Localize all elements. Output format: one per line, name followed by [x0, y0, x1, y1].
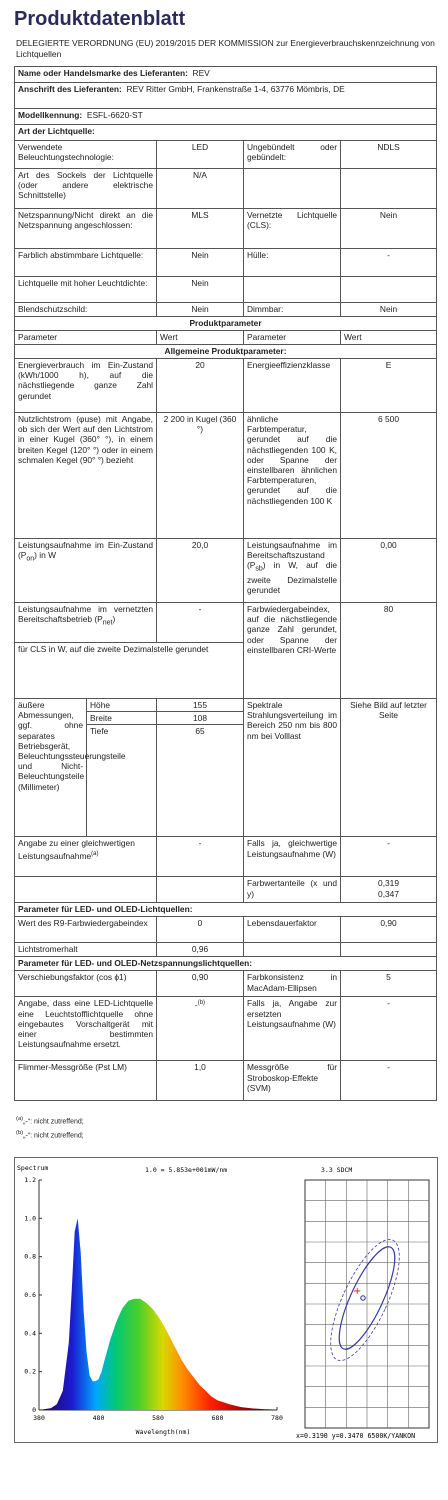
mains-value: MLS	[157, 209, 244, 249]
general-params-header: Allgemeine Produktparameter:	[15, 345, 437, 359]
svm-value: -	[341, 1061, 437, 1101]
spectrum-y-tick: 0.2	[24, 1367, 36, 1376]
spectrum-x-tick: 480	[92, 1414, 105, 1422]
high-luminance-label: Lichtquelle mit hoher Leuchtdichte:	[15, 277, 157, 303]
pon-value: 20,0	[157, 539, 244, 603]
dimensions-label: äußere Abmessungen, ggf. ohne separates Betriebsgerät, Beleuchtungssteuerungsteile und Nicht-Beleuchtungsteile (Millimeter)	[15, 699, 87, 837]
maintenance-label: Lichtstromerhalt	[15, 943, 157, 957]
product-data-table	[14, 66, 437, 1101]
spectrum-area	[39, 1218, 277, 1410]
spectrum-x-tick: 680	[211, 1414, 224, 1422]
power-factor-label: Verschiebungsfaktor (cos ϕ1)	[15, 971, 157, 997]
r9-value: 0	[157, 917, 244, 943]
pon-label: Leistungsaufnahme im Ein-Zustand $(P_{on})$ in W	[15, 539, 157, 603]
model-row: Modellkennung: ESFL-6620-ST	[15, 109, 437, 125]
equivalent-watt-label: Falls ja, gleichwertige Leistungsaufnahme (W)	[244, 837, 341, 877]
lifetime-value: 0,90	[341, 917, 437, 943]
mains-led-header: Parameter für LED- und OLED-Netzspannungslichtquellen:	[15, 957, 437, 971]
target-cross-icon: +	[353, 1286, 362, 1297]
envelope-value: -	[341, 249, 437, 277]
spectrum-y-tick: 1.0	[24, 1214, 36, 1223]
flicker-label: Flimmer-Messgröße (Pst LM)	[15, 1061, 157, 1101]
led-oled-header: Parameter für LED- und OLED-Lichtquellen:	[15, 903, 437, 917]
cct-label: ähnliche Farbtemperatur, gerundet auf die nächstliegenden 100 K, oder Spanne der einstellbaren ähnlichen Farbtemperaturen, gerundet auf die nächstliegenden 100 K	[244, 413, 341, 539]
high-luminance-value: Nein	[157, 277, 244, 303]
colour-tunable-value: Nein	[157, 249, 244, 277]
cri-value: 80	[341, 603, 437, 699]
spectrum-y-tick: 0.6	[24, 1291, 36, 1299]
width-label: Breite	[87, 712, 157, 725]
spectral-label: Spektrale Strahlungsverteilung im Bereich 250 nm bis 800 nm bei Volllast	[244, 699, 341, 837]
cls-label: Vernetzte Lichtquelle (CLS):	[244, 209, 341, 249]
cap-value: N/A	[157, 169, 244, 209]
flux-label: Nutzlichtstrom (φuse) mit Angabe, ob sich der Wert auf den Lichtstrom in einer Kugel (360° °), in einem breiten Kegel (120° °) oder in einem schmalen Kegel (90° °) bezieht	[15, 413, 157, 539]
equivalent-watt-value: -	[341, 837, 437, 877]
technology-label: Verwendete Beleuchtungstechnologie:	[15, 141, 157, 169]
spectrum-scale-note: 1.0 = 5.853e+001mW/nm	[145, 1166, 228, 1174]
spectral-value: Siehe Bild auf letzter Seite	[341, 699, 437, 837]
supplier-name-row: Name oder Handelsmarke des Lieferanten: REV	[15, 67, 437, 83]
spectrum-x-tick: 580	[152, 1414, 164, 1422]
energy-label: Energieverbrauch im Ein-Zustand (kWh/1000 h), auf die nächstliegende ganze Zahl gerundet	[15, 359, 157, 413]
psb-label: Leistungsaufnahme im Bereitschaftszustand $(P_{sb})$ in W, auf die zweite Dezimalstelle gerundet	[244, 539, 341, 603]
pnet-label: Leistungsaufnahme im vernetzten Bereitschaftsbetrieb $(P_{net})$	[15, 603, 157, 643]
cri-label: Farbwiedergabeindex, auf die nächstliegende ganze Zahl gerundet, oder Spanne der einstellbaren CRI-Werte	[244, 603, 341, 699]
psb-value: 0,00	[341, 539, 437, 603]
chromaticity-label: Farbwertanteile (x und y)	[244, 877, 341, 903]
dimmable-label: Dimmbar:	[244, 303, 341, 317]
replacement-value: -$^{(b)}$	[157, 997, 244, 1061]
supplier-address-row: Anschrift des Lieferanten: REV Ritter GmbH, Frankenstraße 1-4, 63776 Mömbris, DE	[15, 83, 437, 109]
col-value-2: Wert	[341, 331, 437, 345]
mains-label: Netzspannung/Nicht direkt an die Netzspannung angeschlossen:	[15, 209, 157, 249]
regulation-intro: DELEGIERTE VERORDNUNG (EU) 2019/2015 DER KOMMISSION zur Energieverbrauchskennzeichnung von Lichtquellen	[16, 38, 435, 59]
sdcm-title: 3.3 SDCM	[321, 1166, 353, 1174]
dimmable-value: Nein	[341, 303, 437, 317]
ndls-label: Ungebündelt oder gebündelt:	[244, 141, 341, 169]
macadam-label: Farbkonsistenz in MacAdam-Ellipsen	[244, 971, 341, 997]
spectrum-y-tick: 0	[32, 1406, 36, 1414]
width-value: 108	[157, 712, 244, 725]
spectrum-x-tick: 380	[33, 1414, 45, 1422]
efficiency-class-label: Energieeffizienzklasse	[244, 359, 341, 413]
footnote-a: $^{(a)}$„-“: nicht zutreffend;	[16, 1116, 84, 1126]
cct-value: 6 500	[341, 413, 437, 539]
r9-label: Wert des R9-Farbwiedergabeindex	[15, 917, 157, 943]
equivalent-power-label: Angabe zu einer gleichwertigen Leistungsaufnahme$^{(a)}$	[15, 837, 157, 877]
product-params-header: Produktparameter	[15, 317, 437, 331]
col-parameter: Parameter	[15, 331, 157, 345]
cap-label: Art des Sockels der Lichtquelle (oder andere elektrische Schnittstelle)	[15, 169, 157, 209]
page-title: Produktdatenblatt	[14, 8, 186, 30]
light-source-type-header: Art der Lichtquelle:	[15, 125, 437, 141]
height-value: 155	[157, 699, 244, 712]
spectrum-y-tick: 1.2	[24, 1176, 36, 1184]
measured-point	[361, 1296, 365, 1300]
spectrum-title: Spectrum	[17, 1164, 49, 1172]
efficiency-class-value: E	[341, 359, 437, 413]
ndls-value: NDLS	[341, 141, 437, 169]
macadam-ellipse-outer	[317, 1231, 413, 1369]
flicker-value: 1,0	[157, 1061, 244, 1101]
depth-value: 65	[157, 725, 244, 837]
macadam-value: 5	[341, 971, 437, 997]
glare-shield-value: Nein	[157, 303, 244, 317]
energy-value: 20	[157, 359, 244, 413]
flux-value: 2 200 in Kugel (360 °)	[157, 413, 244, 539]
lifetime-label: Lebensdauerfaktor	[244, 917, 341, 943]
col-parameter-2: Parameter	[244, 331, 341, 345]
chromaticity-value: 0,319 0,347	[341, 877, 437, 903]
glare-shield-label: Blendschutzschild:	[15, 303, 157, 317]
replacement-label: Angabe, dass eine LED-Lichtquelle eine Leuchtstofflichtquelle ohne eingebautes Vorschaltgerät mit einer bestimmten Leistungsaufnahme ersetzt.	[15, 997, 157, 1061]
spectrum-xlabel: Wavelength(nm)	[135, 1428, 191, 1436]
power-factor-value: 0,90	[157, 971, 244, 997]
pnet-value: -	[157, 603, 244, 643]
colour-tunable-label: Farblich abstimmbare Lichtquelle:	[15, 249, 157, 277]
technology-value: LED	[157, 141, 244, 169]
spectrum-y-tick: 0.4	[24, 1329, 36, 1338]
charts-panel	[14, 1157, 438, 1443]
spectrum-y-tick: 0.8	[24, 1252, 36, 1261]
spectrum-x-tick: 780	[271, 1414, 283, 1422]
sdcm-caption: x=0.3190 y=0.3470 6500K/YANKON	[296, 1432, 416, 1440]
envelope-label: Hülle:	[244, 249, 341, 277]
replaced-power-value: -	[341, 997, 437, 1061]
equivalent-power-value: -	[157, 837, 244, 877]
depth-label: Tiefe	[87, 725, 157, 837]
maintenance-value: 0,96	[157, 943, 244, 957]
height-label: Höhe	[87, 699, 157, 712]
pnet-label-continued: für CLS in W, auf die zweite Dezimalstelle gerundet	[15, 643, 244, 699]
footnote-b: $^{(b)}$„-“: nicht zutreffend;	[16, 1130, 84, 1140]
svm-label: Messgröße für Stroboskop-Effekte (SVM)	[244, 1061, 341, 1101]
replaced-power-label: Falls ja, Angabe zur ersetzten Leistungsaufnahme (W)	[244, 997, 341, 1061]
cls-value: Nein	[341, 209, 437, 249]
sdcm-chart	[295, 1158, 437, 1442]
col-value: Wert	[157, 331, 244, 345]
spectrum-chart	[15, 1158, 295, 1442]
